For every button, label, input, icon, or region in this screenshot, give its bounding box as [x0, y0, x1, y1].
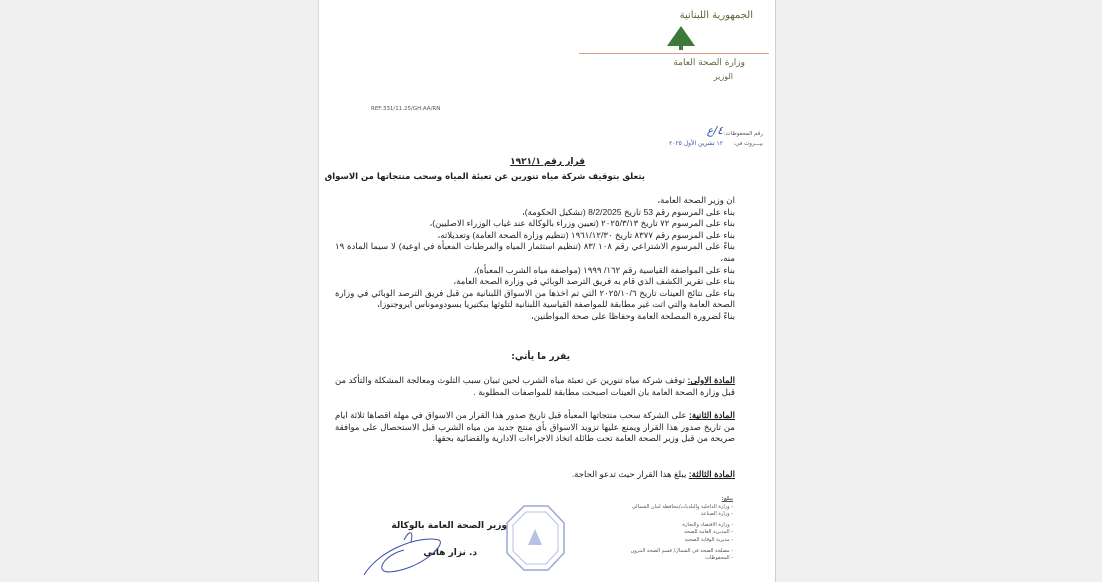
signatory-name: د. نزار هاني — [423, 548, 477, 558]
signatory-title: وزير الصحة العامة بالوكالة — [391, 521, 507, 531]
preamble — [335, 195, 735, 323]
cc-title: يبلغ: — [721, 496, 733, 502]
preamble-line: بناء على المواصفة القياسية رقم ١٦٢/ ١٩٩٩ (مواصفة مياه الشرب المعبأة)، — [473, 264, 735, 275]
cc-item: - مصلحة الصحة في الشمال/ قسم الصحة البترون — [630, 547, 733, 554]
preamble-line: ان وزير الصحة العامة، — [657, 195, 735, 205]
date-value: ١٢ تشرين الأول ٢٠٢٥ — [669, 140, 723, 147]
cedar-logo — [661, 24, 701, 52]
handwritten-signature — [359, 520, 449, 582]
ministry-header: وزارة الصحة العامة — [673, 58, 745, 68]
article-text: على الشركة سحب منتجاتها المعبأة قبل تاريخ صدور هذا القرار من الاسواق في مهلة اقصاها ثلاثة ايام من تاريخ صدور هذا القرار ويمنع عليها تزويد الاسواق بأي منتج جديد من مياه الشرب قبل الاستحصال على موافقة صريحة من قبل وزير الصحة العامة تحت طائلة اتخاذ الاجراءات الادارية والقضائية بحقها. — [335, 410, 735, 444]
article-label: المادة الثانية: — [689, 410, 736, 420]
cc-item: - وزارة الداخلية والبلديات/محافظة لبنان الشمالي — [631, 503, 733, 510]
preamble-line: بناء على المرسوم رقم ٨٣٧٧ تاريخ ١٩٦١/١٢/٣٠ (تنظيم وزارة الصحة العامة) وتعديلاته، — [437, 229, 735, 240]
article-label: المادة الاولى: — [687, 375, 735, 385]
preamble-line: بناء على المرسوم ٧٢ تاريخ ٢٠٢٥/٣/١٣ (تعيين وزراء بالوكالة عند غياب الوزراء الاصليين)، — [429, 218, 735, 229]
cc-item: - مديرية الوقاية الصحية — [684, 536, 733, 543]
article-1 — [335, 375, 735, 398]
article-3 — [335, 469, 735, 481]
cc-item: - المحفوظات — [705, 555, 733, 562]
republic-header: الجمهورية اللبنانية — [679, 10, 753, 21]
document-page — [318, 0, 776, 582]
decision-subject: يتعلق بتوقيف شركة مياه تنورين عن تعبئة المياه وسحب منتجاتها من الاسواق — [324, 172, 645, 182]
preamble-line: بناء على نتائج العينات تاريخ ٢٠٢٥/١٠/٦ التي تم اخذها من الاسواق اللبنانية من قبل فريق الترصد الوبائي في وزارة الصحة العامة والتي اتت غير مطابقة للمواصفة القياسية اللبنانية لتلوثها ببكتيريا بسودوموناس ايروجنوزا، — [335, 287, 735, 310]
cc-item: - وزارة الصناعة — [700, 511, 733, 518]
preamble-line: بناءً لضرورة المصلحة العامة وحفاظا على صحة المواطنين، — [531, 310, 735, 321]
reference-number: REF:331/11.25/GH.AA/RN — [371, 106, 441, 112]
article-text: يبلغ هذا القرار حيث تدعو الحاجة. — [571, 469, 689, 479]
decision-title: قرار رقم ١٩٢١/١ — [510, 157, 585, 167]
header-divider — [579, 53, 769, 54]
official-stamp — [504, 503, 566, 573]
preamble-line: بناء على المرسوم رقم 53 تاريخ 8/2/2025 (تشكيل الحكومة)، — [521, 206, 735, 217]
date-label: بيـــروت في: — [733, 141, 763, 147]
decides-heading: يقرر ما يأتي: — [511, 352, 570, 362]
cc-item: - وزارة الاقتصاد والتجارة — [682, 521, 733, 528]
minister-header: الوزير — [713, 72, 733, 81]
preamble-line: بناء على تقرير الكشف الذي قام به فريق الترصد الوبائي في وزارة الصحة العامة، — [453, 276, 735, 287]
archive-value: ٤/ع — [706, 124, 723, 137]
preamble-line: بناءً على المرسوم الاشتراعي رقم ١٠٨ /٨٣ (تنظيم استثمار المياه والمرطبات المعبأة في اوعية) لا سيما المادة ١٩ منه، — [335, 241, 736, 263]
cc-list — [631, 496, 733, 563]
article-text: توقف شركة مياه تنورين عن تعبئة مياه الشرب لحين تبيان سبب التلوث ومعالجة المشكلة والتأكد من قبل وزارة الصحة العامة بان العينات اصبحت مطابقة للمواصفات المطلوبة . — [335, 375, 735, 397]
cc-item: - المديرية العامة للصحة — [684, 529, 733, 536]
article-label: المادة الثالثة: — [688, 469, 735, 479]
article-2 — [335, 410, 735, 445]
archive-label: رقم المحفوظات: — [723, 131, 763, 137]
